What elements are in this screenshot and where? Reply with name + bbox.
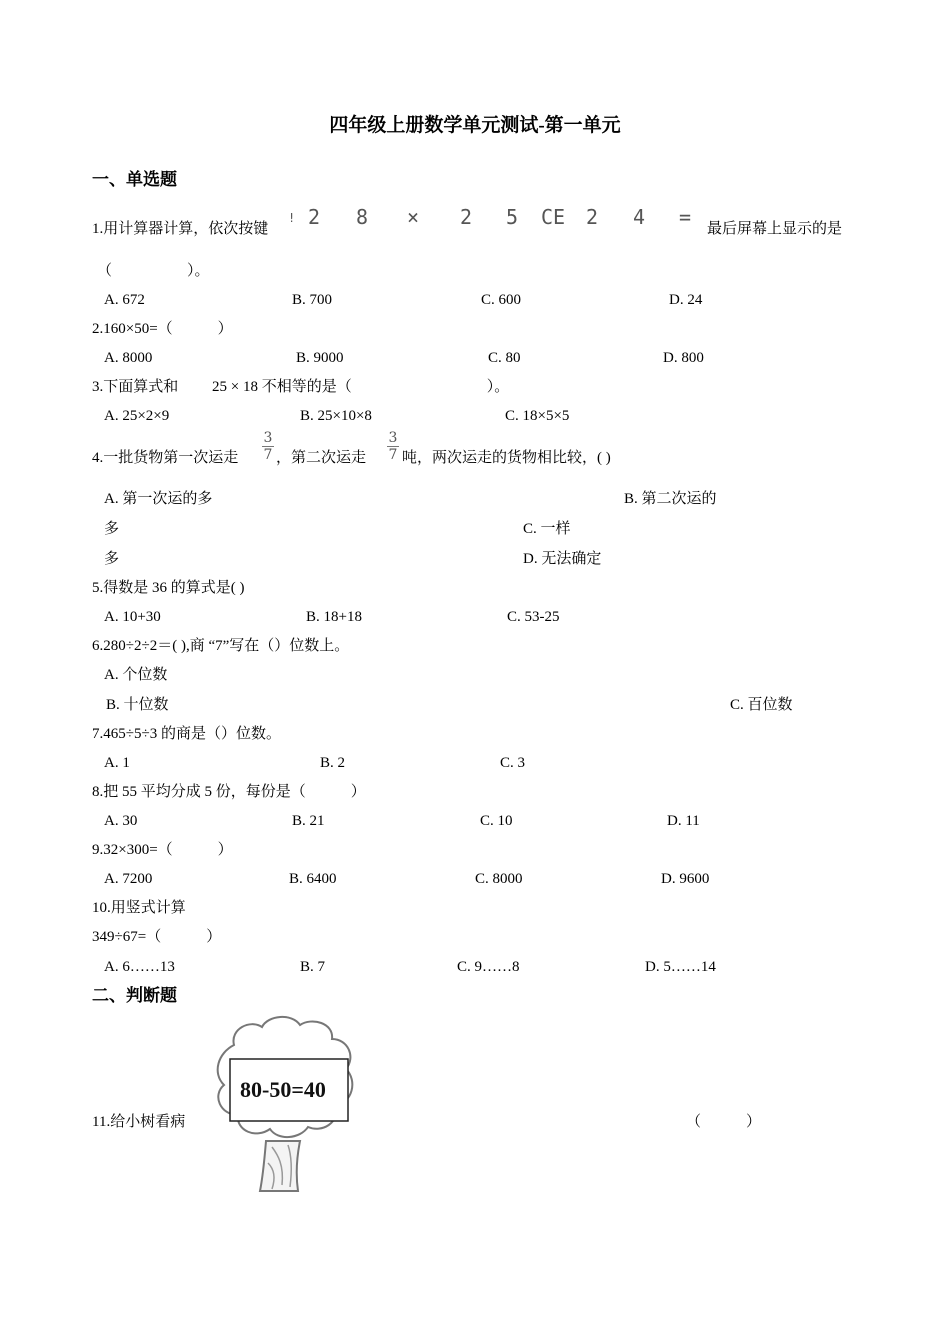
q4-option-a[interactable]: A. 第一次运的多 (104, 491, 213, 507)
q8-option-b[interactable]: B. 21 (292, 813, 325, 829)
q8-stem: 8.把 55 平均分成 5 份，每份是（ ） (92, 784, 366, 800)
section-true-false: 二、判断题 (92, 986, 177, 1005)
q4-stem-mid: ，第二次运走 (276, 450, 367, 466)
q4-option-b-wrap: 多 (104, 521, 120, 537)
q5-option-a[interactable]: A. 10+30 (104, 609, 161, 625)
q9-option-d[interactable]: D. 9600 (661, 871, 710, 887)
q3-stem-expr: 25 × 18 不相等的是（ ）。 (212, 379, 510, 395)
calc-key: 2 (460, 205, 473, 229)
calc-key: = (679, 205, 692, 229)
q7-option-b[interactable]: B. 2 (320, 755, 346, 771)
q2-option-a[interactable]: A. 8000 (104, 350, 153, 366)
q1-stem-tail: 最后屏幕上显示的是 (707, 221, 843, 237)
q2-option-b[interactable]: B. 9000 (296, 350, 344, 366)
q4-option-c-wrap: 多 (104, 551, 120, 567)
q5-option-c[interactable]: C. 53-25 (507, 609, 560, 625)
q2-option-c[interactable]: C. 80 (488, 350, 521, 366)
q6-option-b[interactable]: B. 十位数 (106, 697, 169, 713)
q7-option-a[interactable]: A. 1 (104, 755, 130, 771)
q3-option-a[interactable]: A. 25×2×9 (104, 408, 170, 424)
q3-option-c[interactable]: C. 18×5×5 (505, 408, 570, 424)
q11-answer-paren[interactable]: （ ） (686, 1114, 762, 1130)
q10-stem: 10.用竖式计算 (92, 900, 186, 916)
calc-key: 2 (586, 205, 599, 229)
q11-stem: 11.给小树看病 (92, 1114, 186, 1130)
q10-option-c[interactable]: C. 9……8 (457, 959, 520, 975)
q6-stem: 6.280÷2÷2＝( ),商 “7”写在（）位数上。 (92, 638, 350, 654)
fraction-denominator: 7 (388, 447, 398, 463)
key-edge-mark: ! (288, 211, 296, 225)
q7-stem: 7.465÷5÷3 的商是（）位数。 (92, 726, 281, 742)
q1-stem: 1.用计算器计算，依次按键 (92, 221, 269, 237)
fraction-numerator: 3 (388, 430, 398, 446)
q8-option-c[interactable]: C. 10 (480, 813, 513, 829)
q9-option-c[interactable]: C. 8000 (475, 871, 523, 887)
q10-option-b[interactable]: B. 7 (300, 959, 326, 975)
q4-fraction-2 (387, 431, 399, 462)
tree-sign-text: 80-50=40 (240, 1077, 326, 1102)
q5-option-b[interactable]: B. 18+18 (306, 609, 362, 625)
q10-option-a[interactable]: A. 6……13 (104, 959, 175, 975)
calc-key: CE (541, 205, 566, 229)
q6-option-a[interactable]: A. 个位数 (104, 667, 168, 683)
q3-stem: 3.下面算式和 (92, 379, 179, 395)
fraction-numerator: 3 (263, 430, 273, 446)
q5-stem: 5.得数是 36 的算式是( ) (92, 580, 245, 596)
q3-option-b[interactable]: B. 25×10×8 (300, 408, 372, 424)
calc-key: × (407, 205, 420, 229)
q4-stem: 4.一批货物第一次运走 (92, 450, 239, 466)
q10-option-d[interactable]: D. 5……14 (645, 959, 716, 975)
q1-paren: （ ）。 (97, 263, 210, 279)
q1-option-d[interactable]: D. 24 (669, 292, 703, 308)
q6-option-c[interactable]: C. 百位数 (730, 697, 793, 713)
section-single-choice: 一、单选题 (92, 170, 177, 189)
calc-key: 5 (506, 205, 519, 229)
q1-option-c[interactable]: C. 600 (481, 292, 522, 308)
q7-option-c[interactable]: C. 3 (500, 755, 526, 771)
tree-icon (212, 1015, 362, 1197)
q4-stem-tail: 吨，两次运走的货物相比较，( ) (402, 450, 611, 466)
q1-option-a[interactable]: A. 672 (104, 292, 145, 308)
q1-option-b[interactable]: B. 700 (292, 292, 333, 308)
q9-stem: 9.32×300=（ ） (92, 842, 233, 858)
fraction-denominator: 7 (263, 447, 273, 463)
calc-key: 2 (308, 205, 321, 229)
q9-option-b[interactable]: B. 6400 (289, 871, 337, 887)
q4-option-c[interactable]: C. 一样 (523, 521, 571, 537)
calc-key: 8 (356, 205, 369, 229)
q9-option-a[interactable]: A. 7200 (104, 871, 153, 887)
tree-illustration (212, 1015, 362, 1202)
q10-expression: 349÷67=（ ） (92, 929, 222, 945)
q8-option-a[interactable]: A. 30 (104, 813, 138, 829)
q4-option-b[interactable]: B. 第二次运的 (624, 491, 717, 507)
q8-option-d[interactable]: D. 11 (667, 813, 700, 829)
q2-stem: 2.160×50=（ ） (92, 321, 233, 337)
page-title: 四年级上册数学单元测试-第一单元 (329, 115, 621, 136)
calc-key: 4 (633, 205, 646, 229)
q4-option-d[interactable]: D. 无法确定 (523, 551, 602, 567)
q2-option-d[interactable]: D. 800 (663, 350, 704, 366)
q4-fraction-1 (262, 431, 274, 462)
